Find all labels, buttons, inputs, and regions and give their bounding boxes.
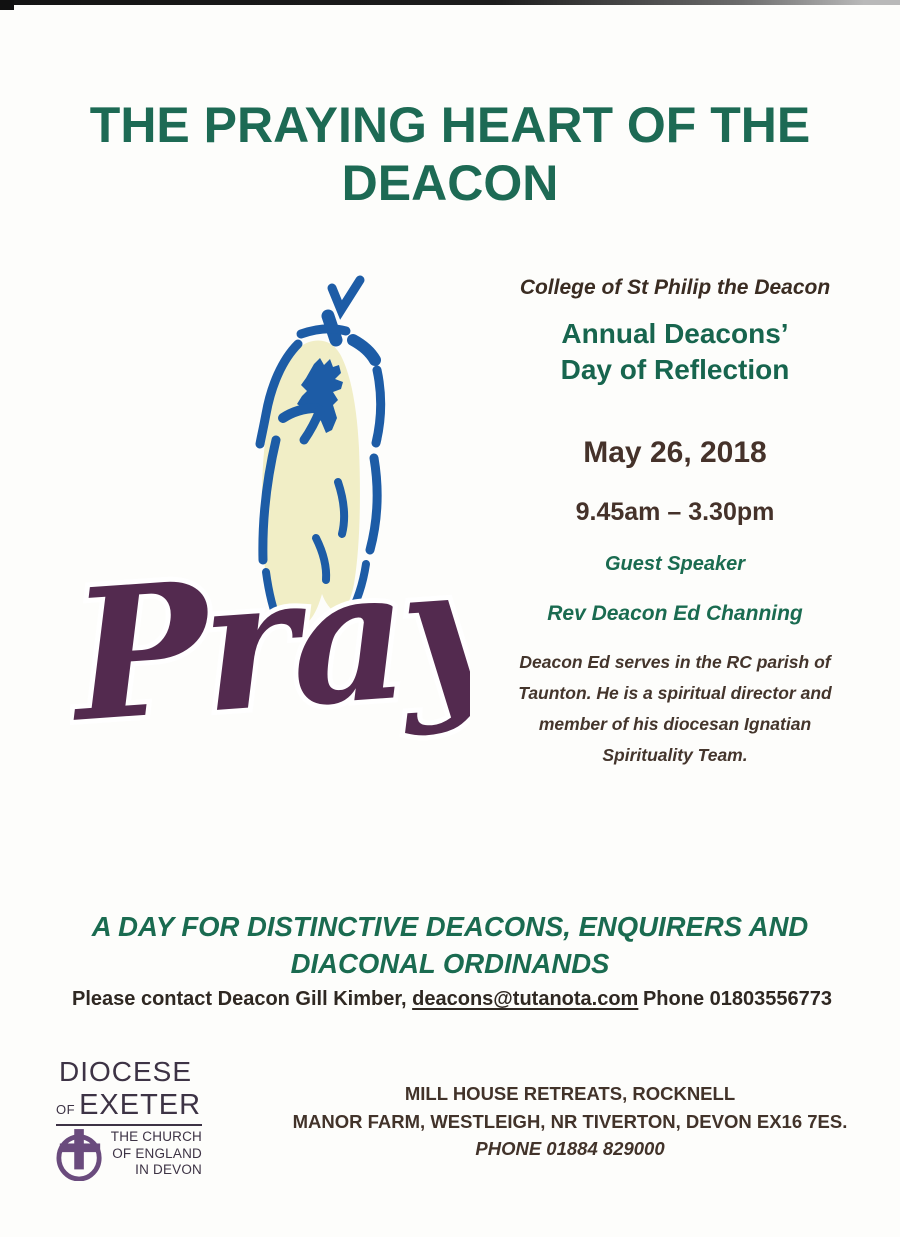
venue-line2: MANOR FARM, WESTLEIGH, NR TIVERTON, DEVON EX16 7ES.: [292, 1110, 848, 1132]
venue-address: [290, 1080, 850, 1163]
diocese-of-exeter-logo: [56, 1056, 202, 1181]
event-name-line1: Annual Deacons’: [561, 318, 789, 349]
contact-phone: Phone 01803556773: [642, 988, 832, 1010]
logo-divider: [56, 1124, 202, 1126]
college-name: College of St Philip the Deacon: [519, 276, 831, 299]
pray-illustration: [70, 258, 470, 818]
event-date: May 26, 2018: [583, 436, 767, 469]
speaker-bio-line2: Taunton. He is a spiritual director and: [518, 683, 832, 703]
praying-figure-graphic: [70, 258, 470, 818]
event-time: 9.45am – 3.30pm: [575, 498, 775, 526]
logo-tagline-line1: THE CHURCH: [110, 1129, 202, 1144]
scan-artifact-line: [0, 0, 900, 5]
guest-speaker-label: Guest Speaker: [604, 553, 746, 575]
page-title-line2: DEACON: [341, 155, 559, 211]
contact-email-link[interactable]: deacons@tutanota.com: [412, 988, 639, 1010]
speaker-bio-line3: member of his diocesan Ignatian: [538, 714, 812, 734]
page-title-line1: THE PRAYING HEART OF THE: [89, 97, 811, 153]
venue-line1: MILL HOUSE RETREATS, ROCKNELL: [404, 1083, 736, 1104]
logo-word-of-exeter: [56, 1089, 202, 1122]
contact-left: [72, 988, 638, 1011]
church-of-england-cross-icon: [56, 1129, 104, 1181]
speaker-bio: [455, 647, 895, 771]
logo-word-diocese: DIOCESE: [59, 1056, 193, 1087]
logo-tagline-line2: OF ENGLAND: [112, 1145, 202, 1161]
speaker-name: Rev Deacon Ed Channing: [547, 602, 803, 625]
logo-bottom-row: [56, 1129, 202, 1181]
event-name: [455, 316, 895, 388]
logo-word-of: OF: [56, 1102, 76, 1117]
venue-phone: PHONE 01884 829000: [475, 1138, 665, 1159]
speaker-bio-line4: Spirituality Team.: [602, 745, 748, 765]
logo-tagline: [104, 1129, 202, 1181]
audience-heading-line1: A DAY FOR DISTINCTIVE DEACONS, ENQUIRERS AND: [91, 911, 809, 942]
contact-row: [72, 988, 832, 1011]
pray-script-word: Pray: [70, 522, 470, 763]
page-title: [0, 96, 900, 212]
scan-artifact-notch: [0, 0, 14, 10]
logo-tagline-line3: IN DEVON: [135, 1162, 202, 1177]
audience-heading-line2: DIACONAL ORDINANDS: [290, 948, 610, 979]
event-details-column: [455, 276, 895, 776]
event-name-line2: Day of Reflection: [560, 354, 790, 385]
speaker-bio-line1: Deacon Ed serves in the RC parish of: [519, 652, 831, 672]
logo-word-exeter: EXETER: [79, 1089, 202, 1121]
audience-heading: [0, 908, 900, 982]
contact-text: Please contact Deacon Gill Kimber,: [72, 988, 407, 1010]
